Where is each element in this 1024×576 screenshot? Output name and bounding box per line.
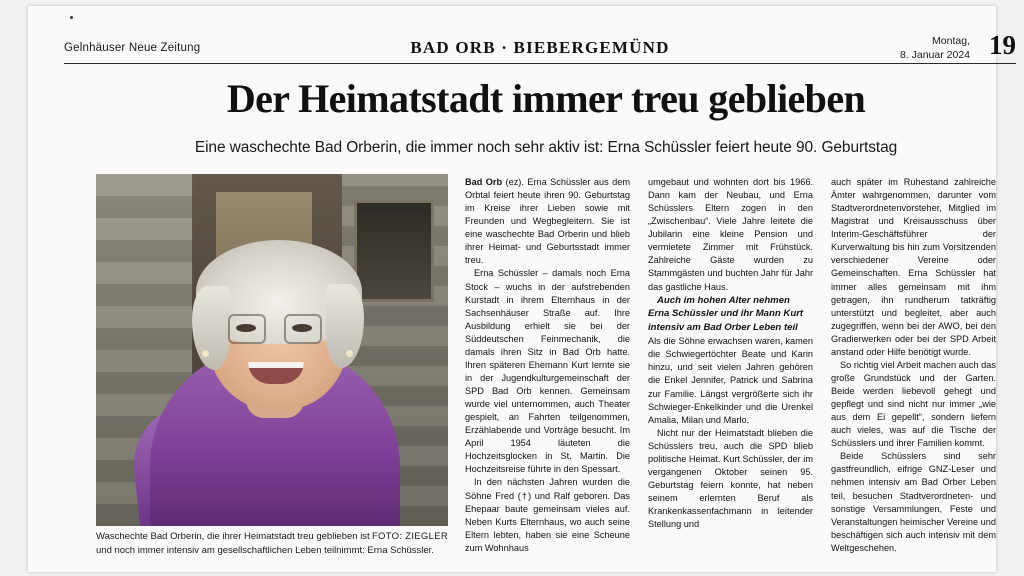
photo-credit: FOTO: ZIEGLER (371, 531, 448, 542)
article-column-3 (831, 176, 996, 555)
article-crosshead: Auch im hohen Alter nehmen Erna Schüssler und ihr Mann Kurt intensiv am Bad Orber Leben teil (648, 294, 804, 334)
photo-window (354, 200, 434, 302)
paper-sheet (28, 6, 1016, 572)
scan-artifact-dot (70, 16, 73, 19)
date-label: 8. Januar 2024 (899, 49, 970, 62)
article-headline: Der Heimatstadt immer treu geblieben (226, 76, 866, 121)
paragraph: Als die Söhne erwachsen waren, kamen die Schwiegertöchter Beate und Karin hinzu, und seit vielen Jahren gehören die Enkel Jennifer, Patrick und Sabrina zur Familie. Längst vergrößerte sich ihr Schwieger-Enkelkinder und die Urenkel Amalia, Milan und Marlo. (648, 336, 813, 425)
date-block (900, 34, 970, 62)
article-photo (96, 174, 448, 526)
paragraph (465, 176, 630, 267)
dateline: Bad Orb (465, 177, 503, 187)
photo-caption: Waschechte Bad Orberin, die ihrer Heimatstadt treu geblieben ist und noch immer intensiv am gesellschaftlichen Leben teilnimmt: Erna Schüssler. (96, 531, 434, 556)
photo-eye-left (236, 324, 256, 332)
publication-name: Gelnhäuser Neue Zeitung (64, 42, 201, 54)
photo-eye-right (292, 324, 312, 332)
paragraph: Nicht nur der Heimatstadt blieben die Schüsslers treu, auch die SPD blieb politische Heimat. Kurt Schüssler, der im vergangenen Oktober seinen 95. Geburtstag feiern konnte, hat neben seinem erlernten Beruf als Krankenkassenfachmann in leitender Stellung und (648, 427, 813, 530)
masthead-divider (64, 63, 1016, 64)
paragraph: In den nächsten Jahren wurden die Söhne Fred (†) und Ralf geboren. Das Ehepaar baute gemeinsam vieles auf. Neben Kurts Elternhaus, wo auch seine Eltern lebten, haben sie eine Scheune zum Wohnhaus (465, 477, 630, 553)
paragraph: So richtig viel Arbeit machen auch das große Grundstück und der Garten. Beide werden liebevoll gehegt und gepflegt und sind nicht nur immer „wie aus dem Ei gepellt“, sondern liefern auch vieles, was auf die Tische der Schüsslers und ihrer Familien kommt. (831, 359, 996, 449)
page-number: 19 (989, 30, 1016, 60)
paragraph: umgebaut und wohnten dort bis 1966. Dann kam der Neubau, und Erna Schüsslers Eltern zogen in den „Zwischenbau“. Viele Jahre leitete die Jubilarin eine kleine Pension und vermietete Zimmer mit Frühstück. Zahlreiche Gäste wurden zu Stammgästen und buchten Jahr für Jahr das gastliche Haus. (648, 177, 813, 292)
section-title: BAD ORB · BIEBERGEMÜND (410, 38, 670, 57)
photo-earring-left (202, 350, 209, 357)
paragraph: Beide Schüsslers sind sehr gastfreundlich, eifrige GNZ-Leser und nehmen intensiv am Bad Orber Leben teil, besuchen Stadtverordneten- und sonstige Versammlungen, Feste und Veranstaltungen heimischer Vereine und beschäftigen sich auch intensiv mit dem Weltgeschehen. (831, 451, 996, 553)
paragraph: auch später im Ruhestand zahlreiche Ämter wahrgenommen, darunter vom Stadtverordnetenvorsteher, Mitglied im Magistrat und Kreisausschuss über Interim-Geschäftsführer der Kurverwaltung bis hin zum Vorsitzenden verschiedener Vereine oder Gemeinschaften. Erna Schüssler hat immer alles gemeinsam mit ihm getragen, ihn rundherum tatkräftig unterstützt und begleitet, aber auch zugegriffen, wenn bei der AWO, bei den Gradierwerken oder bei der SPD Arbeit anstand oder Hilfe benötigt wurde. (831, 177, 996, 357)
article-column-2 (648, 176, 813, 531)
paragraph-text: (ez). Erna Schüssler aus dem Orbtal feiert heute ihren 90. Geburtstag im Kreise ihrer Lieben sowie mit Freunden und Wegbegleitern. Sie ist eine waschechte Bad Orberin und blieb ihrer Heimat- und Geburtsstadt immer treu. (465, 177, 630, 266)
photo-portrait-erna-schuessler (96, 174, 448, 526)
article-column-1 (465, 176, 630, 555)
weekday-label: Montag, (932, 35, 970, 47)
photo-caption-box (96, 530, 448, 558)
paragraph: Erna Schüssler – damals noch Erna Stock – wuchs in der aufstrebenden Kurstadt in ihrem Elternhaus in der Sachsenhäuser Straße auf. Ihre Ausbildung erhielt sie bei der Süddeutschen Feinmechanik, die damals ihren Sitz in Bad Orb hatte. Ihren späteren Ehemann Kurt lernte sie in der Jugendkulturgemeinschaft der SPD Bad Orb kennen. Gemeinsam wurde viel unternommen, auch Theater gespielt, an Fahrten teilgenommen, Erzählabende und Vorträge besucht. Im April 1954 läuteten die Hochzeitsglocken in St. Martin. Die Hochzeitsreise führte in den Spessart. (465, 268, 630, 475)
photo-earring-right (346, 350, 353, 357)
article-subheadline: Eine waschechte Bad Orberin, die immer noch sehr aktiv ist: Erna Schüssler feiert heute 90. Geburtstag (194, 139, 898, 156)
